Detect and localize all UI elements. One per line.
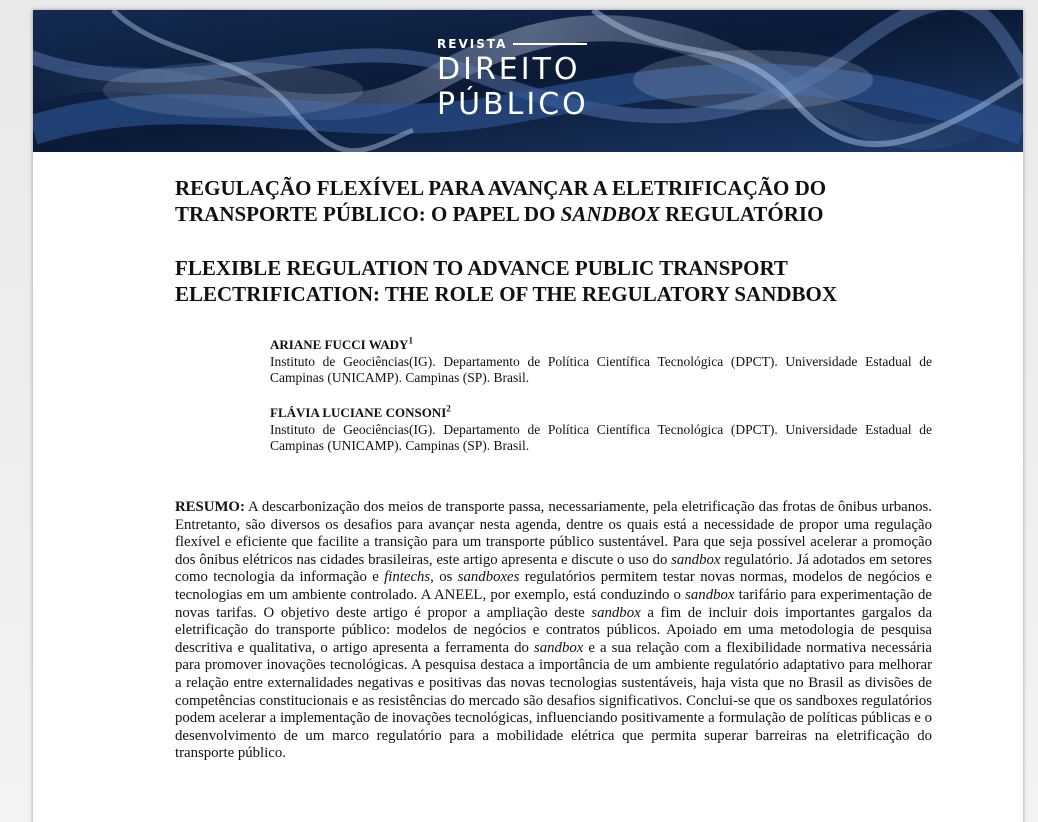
title-pt-line1: REGULAÇÃO FLEXÍVEL PARA AVANÇAR A ELETRIFICAÇÃO DO bbox=[175, 176, 827, 200]
title-en-line2: ELECTRIFICATION: THE ROLE OF THE REGULATORY SANDBOX bbox=[175, 282, 838, 306]
author-affiliation-2 bbox=[270, 422, 932, 455]
logo-revista-text: REVISTA bbox=[437, 37, 508, 51]
author-name-1-text: ARIANE FUCCI WADY bbox=[270, 337, 409, 353]
abstract-italic-6: sandbox bbox=[533, 639, 584, 656]
logo-word-publico: PÚBLICO bbox=[437, 87, 589, 122]
affiliation-2-line1: Instituto de Geociências(IG). Departamento de Política Científica Tecnológica (DPCT). Universidade Estadual bbox=[270, 421, 912, 437]
author-footnote-2[interactable]: 2 bbox=[446, 404, 451, 414]
title-portuguese bbox=[175, 175, 935, 227]
abstract-paragraph bbox=[175, 499, 932, 763]
abstract-italic-3: sandboxes bbox=[457, 569, 520, 586]
author-name-1 bbox=[270, 337, 413, 352]
abstract-label: RESUMO: bbox=[175, 499, 245, 515]
author-block-2 bbox=[270, 401, 932, 455]
logo-rule bbox=[513, 43, 587, 45]
abstract-text-5: tarifário para experimentação de novas tarifas. O objetivo deste artigo é propor a ampliação deste bbox=[175, 586, 932, 621]
author-footnote-1[interactable]: 1 bbox=[408, 336, 413, 346]
title-english bbox=[175, 255, 935, 307]
author-name-2-text: FLÁVIA LUCIANE CONSONI bbox=[270, 405, 447, 421]
title-pt-line2-start: TRANSPORTE PÚBLICO: O PAPEL DO bbox=[175, 202, 561, 226]
author-affiliation-1 bbox=[270, 354, 932, 387]
journal-banner bbox=[33, 10, 1023, 152]
abstract-italic-2: fintechs bbox=[384, 569, 431, 586]
abstract-text-3: , os bbox=[430, 569, 458, 586]
affiliation-1-line2: de Campinas (UNICAMP). Campinas (SP). Brasil. bbox=[270, 353, 932, 386]
title-pt-line2-end: REGULATÓRIO bbox=[659, 202, 824, 226]
title-en-line1: FLEXIBLE REGULATION TO ADVANCE PUBLIC TRANSPORT bbox=[175, 256, 788, 280]
abstract-italic-1: sandbox bbox=[671, 551, 721, 568]
abstract-text-7: e a sua relação com a flexibilidade normativa necessária para promover inovações tecnológicas. A pesquisa destaca a importância de um ambiente regulatório adaptativo para melhorar a relação entre externalidades negativas e positivas das novas tecnologias sustentáveis, haja vista que no Brasil as divisões de competências constitucionais e as resistências do mercado são desafios significativos. Conclui-se que os sandboxes regulatórios podem acelerar a implementação de inovações tecnológicas, influenciando positivamente a formulação de políticas públicas e o desenvolvimento de um marco regulatório para a mobilidade elétrica que permita superar barreiras na eletrificação do transporte público. bbox=[175, 639, 933, 762]
abstract-italic-5: sandbox bbox=[591, 604, 641, 621]
author-name-2 bbox=[270, 405, 451, 420]
abstract-text-1: A descarbonização dos meios de transporte passa, necessariamente, pela eletrificação das frotas de ônibus urbanos. Entretanto, são diversos os desafios para avançar nesta agenda, dentre os quais está a necessidade de propor uma regulação flexível e eficiente que facilite a transição para um transporte público sustentável. Para que seja possível acelerar a promoção dos ônibus elétricos nas cidades brasileiras, este artigo apresenta e discute o uso do bbox=[175, 499, 932, 568]
abstract-text-2: regulatório. Já adotados em setores como tecnologia da informação e bbox=[175, 551, 933, 586]
logo-word-direito: DIREITO bbox=[437, 52, 581, 87]
pdf-page bbox=[33, 10, 1023, 822]
title-pt-sandbox: SANDBOX bbox=[560, 202, 660, 226]
affiliation-1-line1: Instituto de Geociências(IG). Departamento de Política Científica Tecnológica (DPCT). Universidade Estadual bbox=[270, 353, 912, 369]
abstract-text-4: regulatórios permitem testar novas normas, modelos de negócios e tecnologias em um ambiente controlado. A ANEEL, por exemplo, está conduzindo o bbox=[175, 569, 932, 603]
abstract-italic-4: sandbox bbox=[685, 586, 735, 603]
logo-revista-row bbox=[437, 36, 587, 52]
abstract-text-6: a fim de incluir dois importantes gargalos da eletrificação do transporte público: modelos de negócios e contratos públicos. Apoiado em uma metodologia de pesquisa descritiva e qualitativa, o artigo apresenta a ferramenta do bbox=[175, 604, 933, 656]
affiliation-2-line2: de Campinas (UNICAMP). Campinas (SP). Brasil. bbox=[270, 421, 932, 454]
journal-logo bbox=[437, 36, 587, 122]
author-block-1 bbox=[270, 333, 932, 387]
